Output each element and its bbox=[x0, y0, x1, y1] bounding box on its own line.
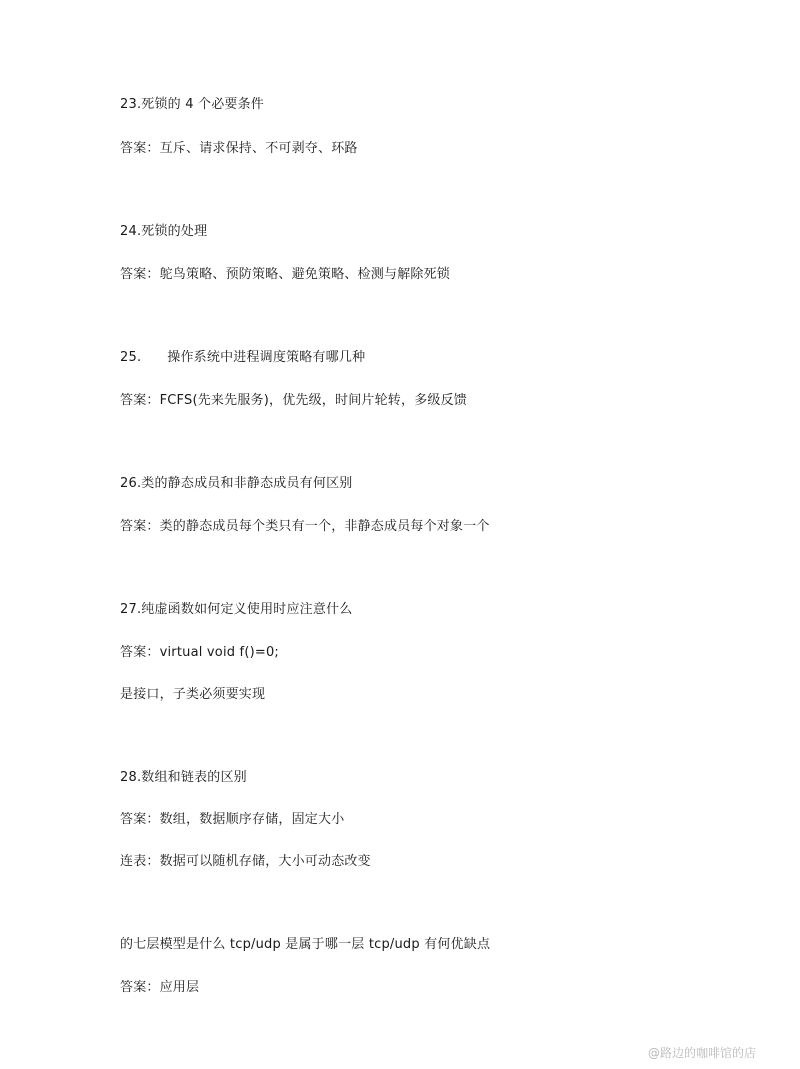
question-27: 27.纯虚函数如何定义使用时应注意什么 bbox=[120, 602, 353, 617]
answer-osi: 答案：应用层 bbox=[120, 980, 200, 995]
answer-27-line-2: 是接口，子类必须要实现 bbox=[120, 687, 266, 702]
question-26: 26.类的静态成员和非静态成员有何区别 bbox=[120, 476, 353, 491]
question-osi: 的七层模型是什么 tcp/udp 是属于哪一层 tcp/udp 有何优缺点 bbox=[120, 937, 491, 952]
answer-28-line-2: 连表：数据可以随机存储，大小可动态改变 bbox=[120, 854, 371, 869]
answer-27: 答案：virtual void f()=0; bbox=[120, 645, 280, 660]
question-24: 24.死锁的处理 bbox=[120, 224, 208, 239]
question-23: 23.死锁的 4 个必要条件 bbox=[120, 97, 265, 112]
question-25: 25. 操作系统中进程调度策略有哪几种 bbox=[120, 350, 366, 365]
question-28: 28.数组和链表的区别 bbox=[120, 770, 247, 785]
watermark-text: @路边的咖啡馆的店 bbox=[647, 1046, 756, 1060]
answer-23: 答案：互斥、请求保持、不可剥夺、环路 bbox=[120, 141, 358, 156]
answer-24: 答案：鸵鸟策略、预防策略、避免策略、检测与解除死锁 bbox=[120, 267, 451, 282]
answer-25: 答案：FCFS(先来先服务)，优先级，时间片轮转，多级反馈 bbox=[120, 393, 467, 408]
answer-28: 答案：数组，数据顺序存储，固定大小 bbox=[120, 812, 345, 827]
answer-26: 答案：类的静态成员每个类只有一个，非静态成员每个对象一个 bbox=[120, 519, 490, 534]
